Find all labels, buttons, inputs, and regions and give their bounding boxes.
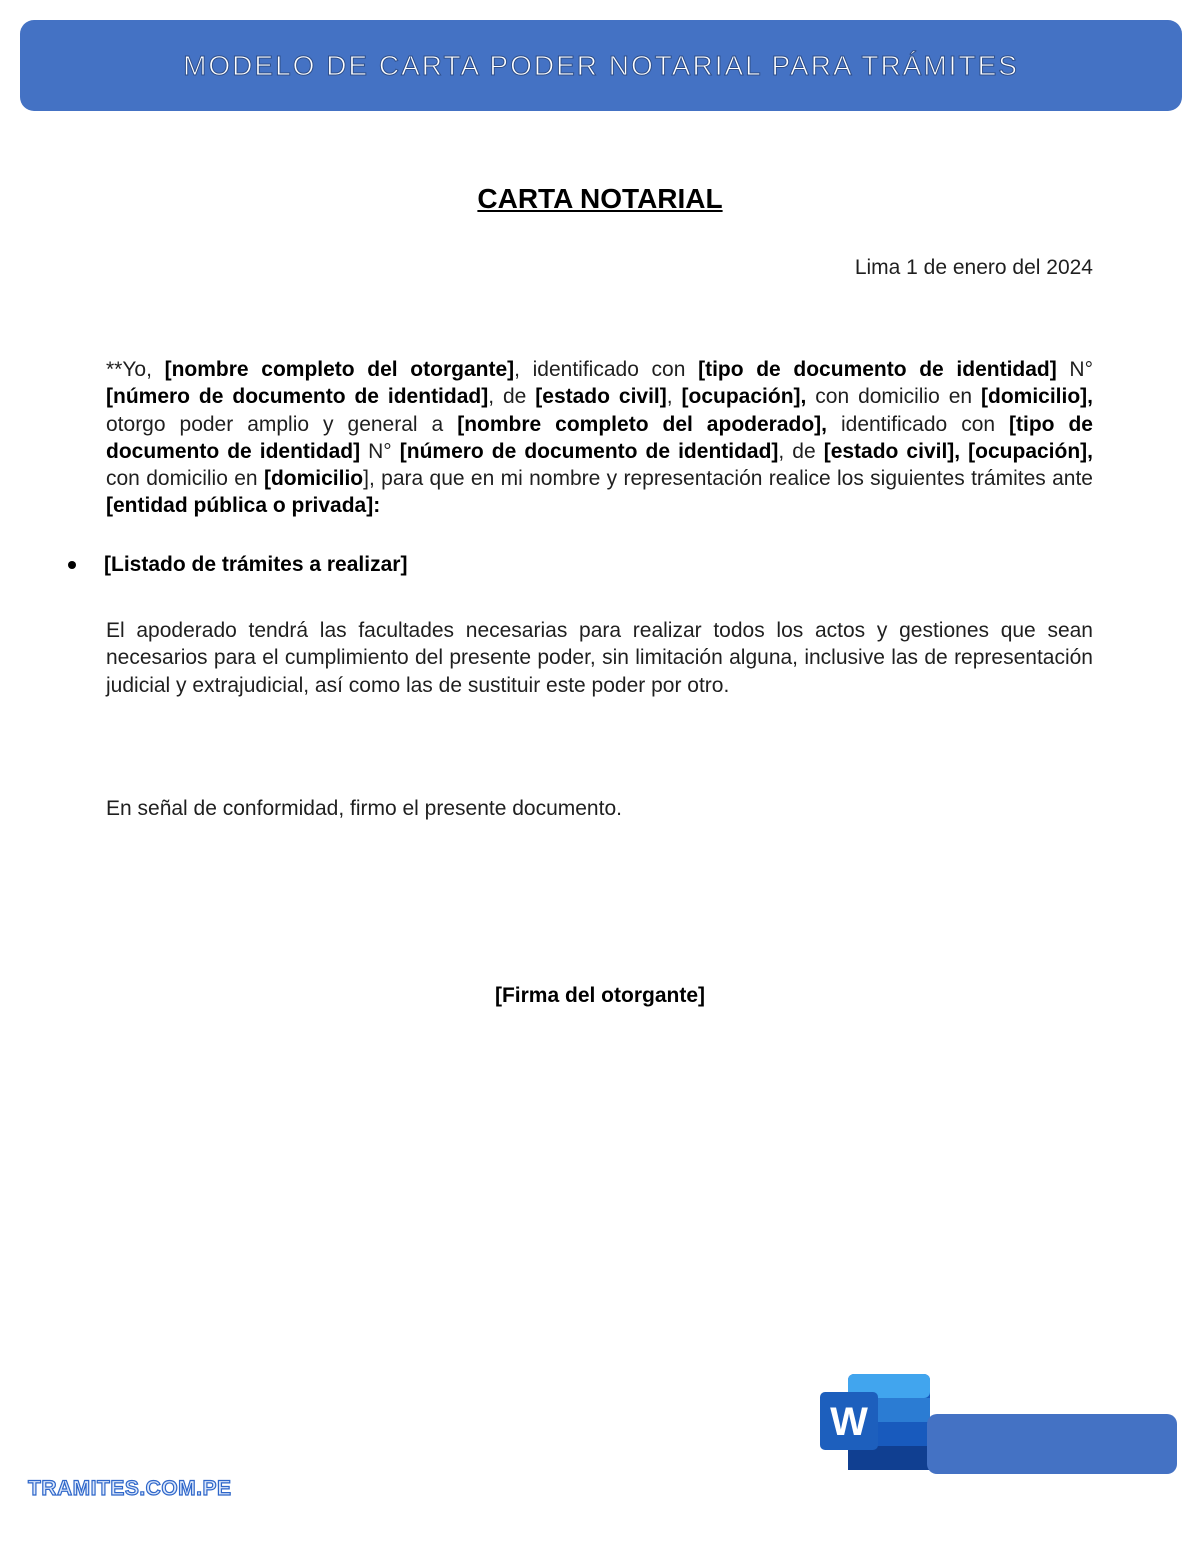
paragraph-text: , de (778, 439, 824, 463)
document-date: Lima 1 de enero del 2024 (854, 256, 1093, 279)
placeholder-field: [tipo de documento de identidad] (698, 358, 1057, 381)
download-button[interactable] (927, 1414, 1177, 1474)
banner-title: MODELO DE CARTA PODER NOTARIAL PARA TRÁMITES (183, 49, 1019, 81)
placeholder-field: [domicilio], (981, 385, 1093, 409)
body-paragraph-3: En señal de conformidad, firmo el presente documento. (106, 797, 622, 820)
word-logo-letter: W (830, 1400, 868, 1444)
paragraph-text: , identificado con (514, 358, 699, 381)
header-banner (20, 20, 1182, 111)
paragraph-text: con domicilio en (106, 467, 264, 491)
paragraph-text: , de (488, 385, 536, 409)
placeholder-field: [estado civil] (535, 385, 667, 409)
paragraph-text: otorgo poder amplio y general a (106, 412, 458, 436)
placeholder-field: [ocupación], (681, 385, 807, 409)
document-title: CARTA NOTARIAL (477, 183, 723, 214)
placeholder-field: [domicilio (263, 467, 364, 491)
footer-brand: TRAMITES.COM.PE (28, 1477, 232, 1500)
paragraph-text: N° (360, 439, 400, 463)
placeholder-field: [número de documento de identidad] (106, 385, 489, 409)
placeholder-field: [número de documento de identidad] (399, 439, 779, 463)
body-paragraph-1 (106, 356, 1093, 520)
paragraph-text: con domicilio en (806, 385, 981, 409)
paragraph-text: identificado con (827, 412, 1010, 436)
list-item-text: [Listado de trámites a realizar] (104, 553, 408, 576)
signature-line: [Firma del otorgante] (494, 984, 705, 1007)
word-icon (820, 1374, 932, 1470)
paragraph-text: N° (1056, 358, 1093, 381)
placeholder-field: [estado civil], [ocupación], (823, 439, 1093, 463)
placeholder-field: [tipo de documento de identidad] (106, 412, 1093, 463)
paragraph-text: ], para que en mi nombre y representación realice los siguientes trámites ante (363, 467, 1093, 491)
bullet-icon (68, 561, 76, 569)
placeholder-field: [entidad pública o privada]: (106, 494, 381, 518)
list-item (68, 553, 407, 577)
placeholder-field: [nombre completo del otorgante] (164, 358, 515, 381)
paragraph-text: , (666, 385, 682, 409)
placeholder-field: [nombre completo del apoderado], (457, 412, 827, 436)
body-paragraph-2: El apoderado tendrá las facultades necesarias para realizar todos los actos y gestiones que sean necesarios para el cumplimiento del presente poder, sin limitación alguna, inclusive las de representación judicial y extrajudicial, así como las de sustituir este poder por otro. (106, 619, 1093, 697)
paragraph-text: **Yo, (106, 358, 165, 381)
